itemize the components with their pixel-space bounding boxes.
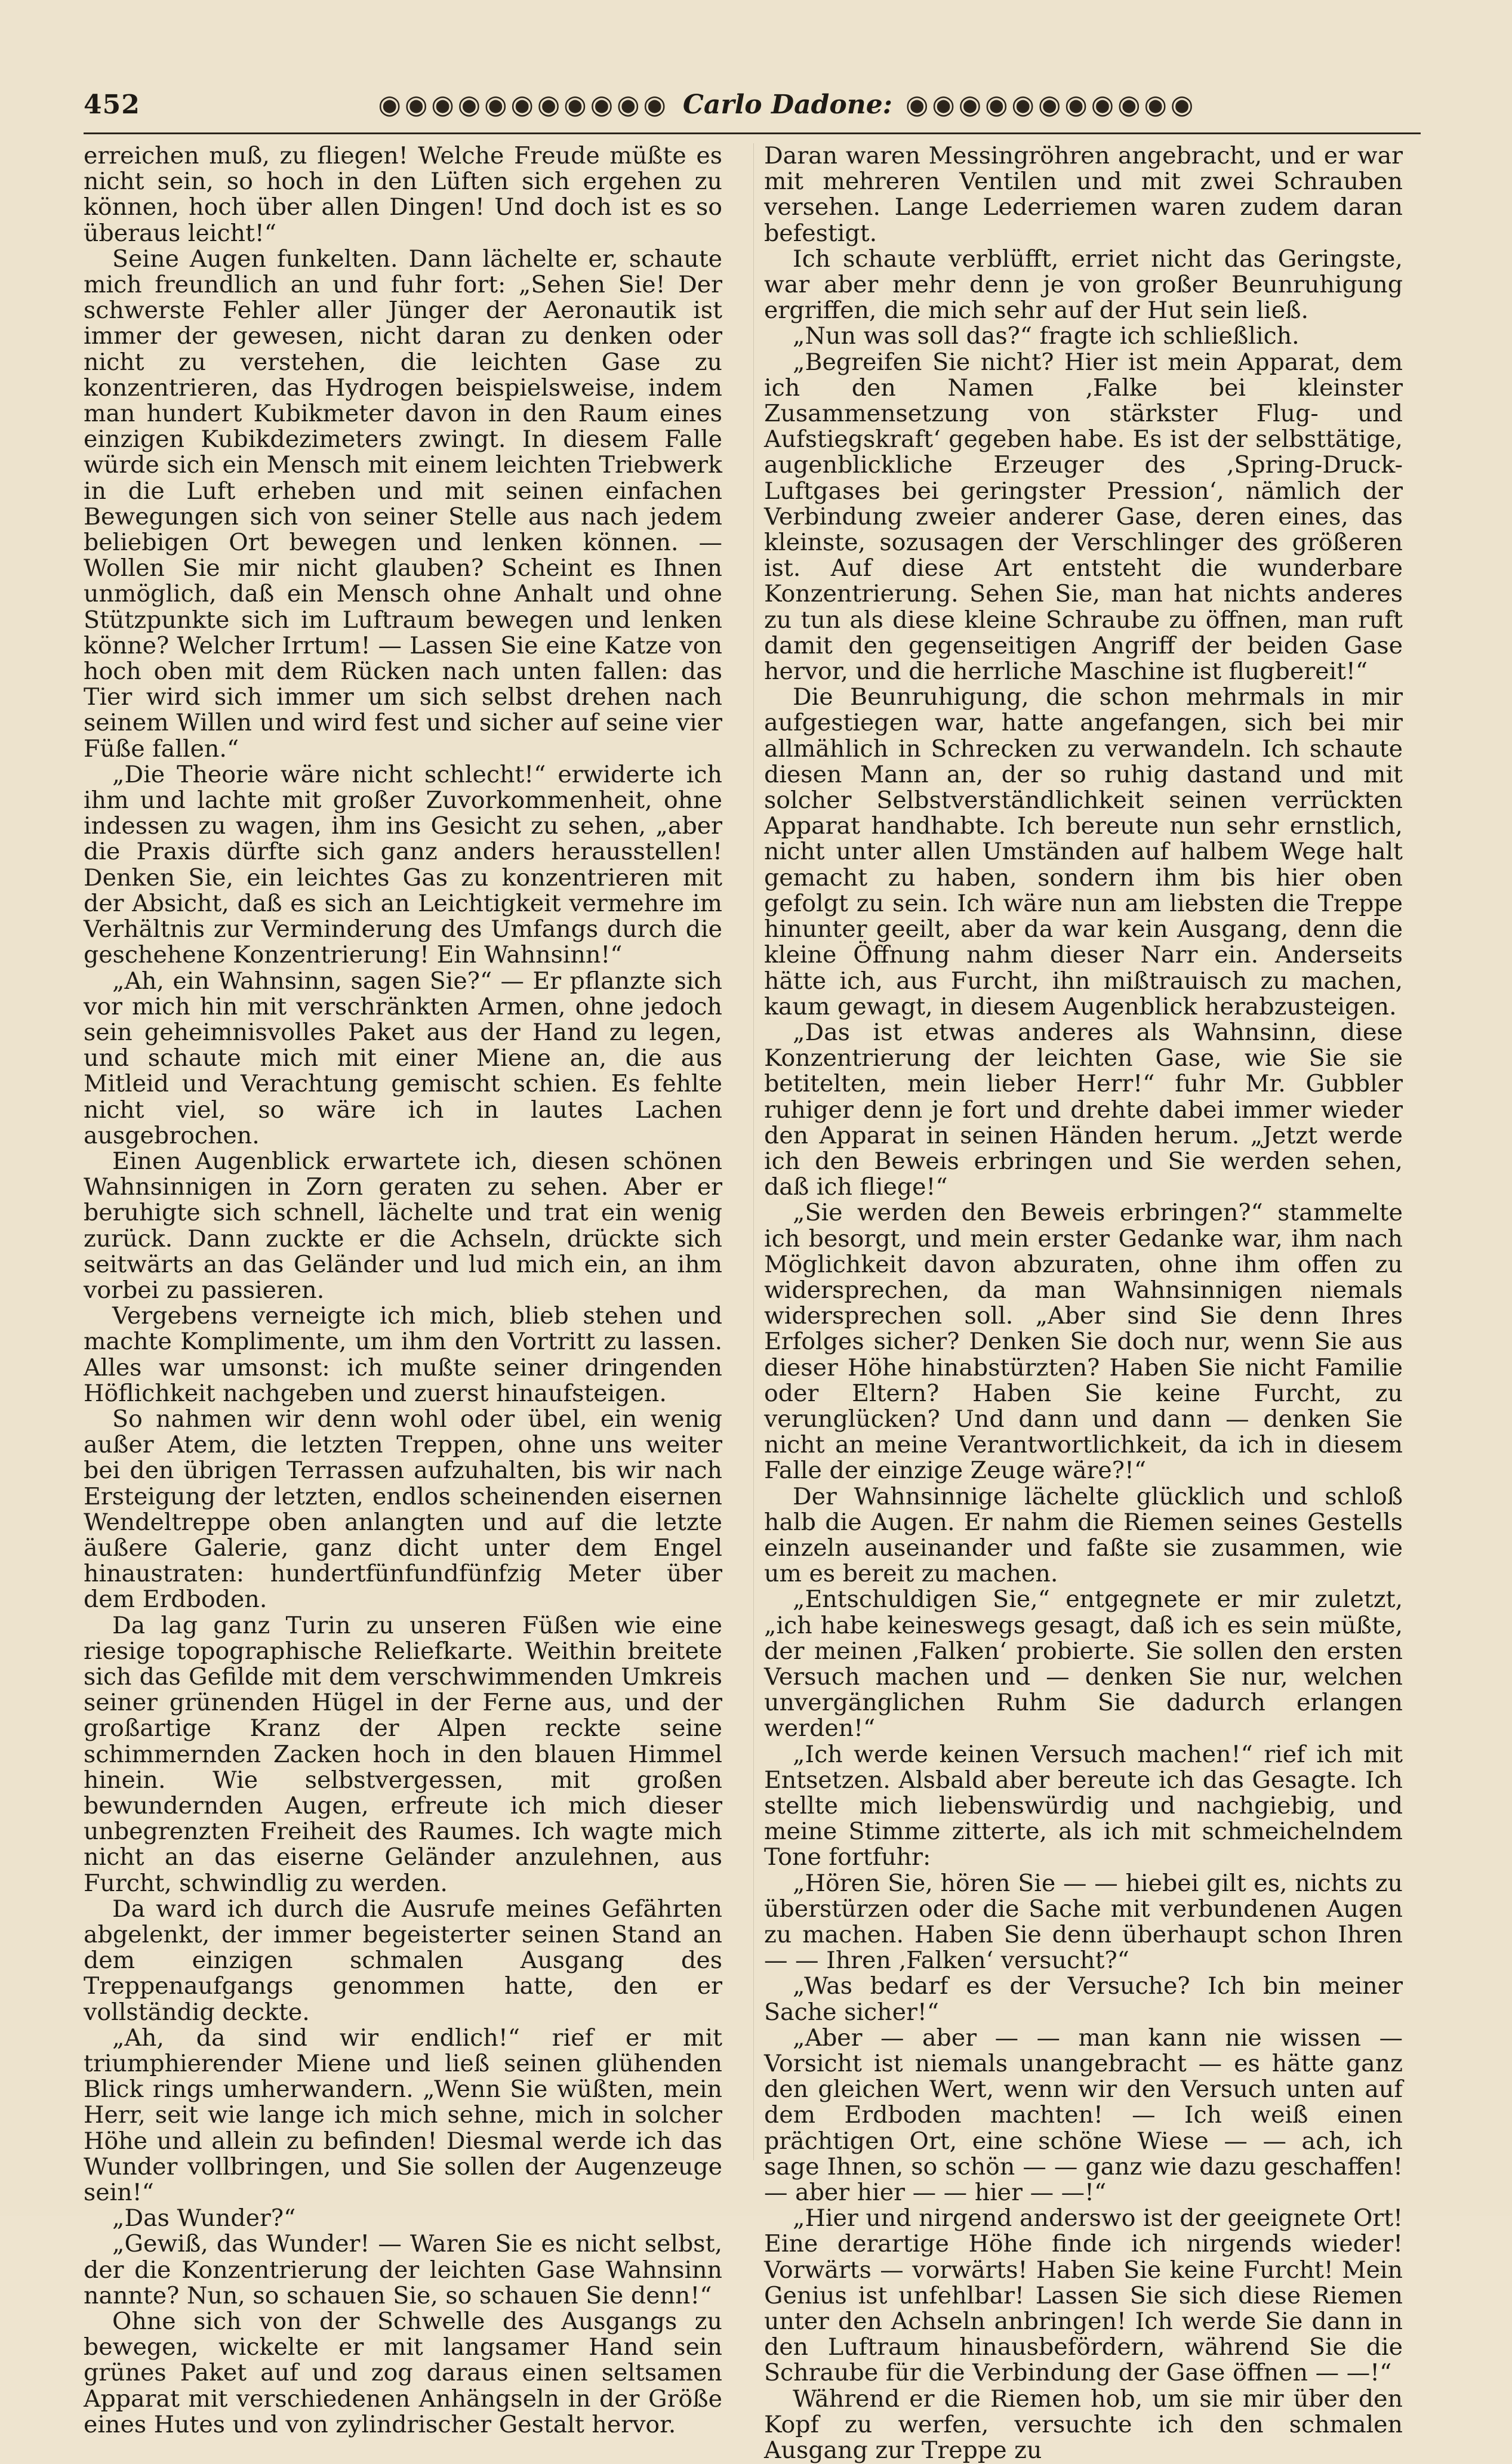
paragraph: Vergebens verneigte ich mich, blieb stehen und machte Komplimente, um ihm den Vortritt zu lassen. Alles war umsonst: ich mußte seiner dringenden Höflichkeit nachgeben und zuerst hinaufsteigen. [84,1302,722,1407]
left-column [84,142,722,2438]
paragraph: „Das Wunder?“ [112,2204,296,2232]
paragraph: „Ich werde keinen Versuch machen!“ rief ich mit Entsetzen. Alsbald aber bereute ich das Gesagte. Ich stellte mich liebenswürdig und nachgiebig, und meine Stimme zitterte, als ich mit schmeichelndem Tone fortfuhr: [764,1740,1403,1871]
paragraph: „Begreifen Sie nicht? Hier ist mein Apparat, dem ich den Namen ‚Falke bei kleinster Zusammensetzung von stärkster Flug- und Aufstiegskraft‘ gegeben habe. Es ist der selbsttätige, augenblickliche Erzeuger des ‚Spring-Druck-Luftgases bei geringster Pression‘, nämlich der Verbindung zweier anderer Gase, deren eines, das kleinste, sozusagen der Verschlinger des größeren ist. Auf diese Art entsteht die wunderbare Konzentrierung. Sehen Sie, man hat nichts anderes zu tun als diese kleine Schraube zu öffnen, man ruft damit den gegenseitigen Angriff der beiden Gase hervor, und die herrliche Maschine ist flugbereit!“ [764,348,1403,686]
page-header [84,78,1421,131]
paragraph: „Sie werden den Beweis erbringen?“ stammelte ich besorgt, und mein erster Gedanke war, ihm nach Möglichkeit davon abzuraten, ohne ihm offen zu widersprechen, da man Wahnsinnigen niemals widersprechen soll. „Aber sind Sie denn Ihres Erfolges sicher? Denken Sie doch nur, wenn Sie aus dieser Höhe hinabstürzten? Haben Sie nicht Familie oder Eltern? Haben Sie keine Furcht, zu verunglücken? Und dann und dann — denken Sie nicht an meine Verantwortlichkeit, da ich in diesem Falle der einzige Zeuge wäre?!“ [764,1199,1403,1485]
paragraph: „Aber — aber — — man kann nie wissen — Vorsicht ist niemals unangebracht — es hätte ganz den gleichen Wert, wenn wir den Versuch unten auf dem Erdboden machten! — Ich weiß einen prächtigen Ort, eine schöne Wiese — — ach, ich sage Ihnen, so schön — — ganz wie dazu geschaffen! — aber hier — — hier — —!“ [764,2024,1403,2207]
right-column [764,142,1403,2464]
paragraph: „Hören Sie, hören Sie — — hiebei gilt es, nichts zu überstürzen oder die Sache mit verbundenen Augen zu machen. Haben Sie denn überhaupt schon Ihren — — Ihren ‚Falken‘ versucht?“ [764,1869,1403,1975]
paragraph: „Ah, ein Wahnsinn, sagen Sie?“ — Er pflanzte sich vor mich hin mit verschränkten Armen, ohne jedoch sein geheimnisvolles Paket aus der Hand zu legen, und schaute mich mit einer Miene an, die aus Mitleid und Verachtung gemischt schien. Es fehlte nicht viel, so wäre ich in lautes Lachen ausgebrochen. [84,967,722,1149]
column-divider [753,143,754,2160]
paragraph: „Was bedarf es der Versuche? Ich bin meiner Sache sicher!“ [764,1972,1403,2026]
paragraph: Daran waren Messingröhren angebracht, und er war mit mehreren Ventilen und mit zwei Schrauben versehen. Lange Lederriemen waren zudem daran befestigt. [764,142,1403,247]
paragraph: „Ah, da sind wir endlich!“ rief er mit triumphierender Miene und ließ seinen glühenden Blick rings umherwandern. „Wenn Sie wüßten, mein Herr, seit wie lange ich mich sehne, mich in solcher Höhe und allein zu befinden! Diesmal werde ich das Wunder vollbringen, und Sie sollen der Augenzeuge sein!“ [84,2024,722,2207]
paragraph: Der Wahnsinnige lächelte glücklich und schloß halb die Augen. Er nahm die Riemen seines Gestells einzeln auseinander und faßte sie zusammen, wie um es bereit zu machen. [764,1482,1403,1588]
paragraph: „Nun was soll das?“ fragte ich schließlich. [793,322,1299,350]
header-rule [84,132,1421,134]
paragraph: Einen Augenblick erwartete ich, diesen schönen Wahnsinnigen in Zorn geraten zu sehen. Aber er beruhigte sich schnell, lächelte und trat ein wenig zurück. Dann zuckte er die Achseln, drückte sich seitwärts an das Geländer und lud mich ein, an ihm vorbei zu passieren. [84,1147,722,1304]
paragraph: „Die Theorie wäre nicht schlecht!“ erwiderte ich ihm und lachte mit großer Zuvorkommenheit, ohne indessen zu wagen, ihm ins Gesicht zu sehen, „aber die Praxis dürfte sich ganz anders herausstellen! Denken Sie, ein leichtes Gas zu konzentrieren mit der Absicht, daß es sich an Leichtigkeit vermehre im Verhältnis zur Verminderung des Umfangs durch die geschehene Konzentrierung! Ein Wahnsinn!“ [84,760,722,969]
paragraph: Während er die Riemen hob, um sie mir über den Kopf zu werfen, versuchte ich den schmalen Ausgang zur Treppe zu [764,2385,1403,2464]
paragraph: „Das ist etwas anderes als Wahnsinn, diese Konzentrierung der leichten Gase, wie Sie sie betitelten, mein lieber Herr!“ fuhr Mr. Gubbler ruhiger denn je fort und drehte dabei immer wieder den Apparat in seinen Händen herum. „Jetzt werde ich den Beweis erbringen und Sie werden sehen, daß ich fliege!“ [764,1018,1403,1201]
paragraph: Ohne sich von der Schwelle des Ausgangs zu bewegen, wickelte er mit langsamer Hand sein grünes Paket auf und zog daraus einen seltsamen Apparat mit verschiedenen Anhängseln in der Größe eines Hutes und von zylindrischer Gestalt hervor. [84,2308,722,2438]
ornament-left: ◉◉◉◉◉◉◉◉◉◉◉ [378,89,670,120]
paragraph: Die Beunruhigung, die schon mehrmals in mir aufgestiegen war, hatte angefangen, sich bei mir allmählich in Schrecken zu verwandeln. Ich schaute diesen Mann an, der so ruhig dastand und mit solcher Selbstverständlichkeit seinen verrückten Apparat handhabte. Ich bereute nun sehr ernstlich, nicht unter allen Umständen auf halbem Wege halt gemacht zu haben, sondern ihm bis hier oben gefolgt zu sein. Ich wäre nun am liebsten die Treppe hinunter geeilt, aber da war kein Ausgang, denn die kleine Öffnung nahm dieser Narr ein. Anderseits hätte ich, aus Furcht, ihn mißtrauisch zu machen, kaum gewagt, in diesem Augenblick herabzusteigen. [764,683,1403,1020]
page-number: 452 [84,89,140,120]
paragraph: Da ward ich durch die Ausrufe meines Gefährten abgelenkt, der immer begeisterter seinen Stand an dem einzigen schmalen Ausgang des Treppenaufgangs genommen hatte, den er vollständig deckte. [84,1895,722,2026]
paragraph: So nahmen wir denn wohl oder übel, ein wenig außer Atem, die letzten Treppen, ohne uns weiter bei den übrigen Terrassen aufzuhalten, bis wir nach Ersteigung der letzten, endlos scheinenden eisernen Wendeltreppe oben anlangten und auf die letzte äußere Galerie, ganz dicht unter dem Engel hinaustraten: hundertfünfundfünfzig Meter über dem Erdboden. [84,1405,722,1614]
paragraph: erreichen muß, zu fliegen! Welche Freude müßte es nicht sein, so hoch in den Lüften sich ergehen zu können, hoch über allen Dingen! Und doch ist es so überaus leicht!“ [84,142,722,247]
paragraph: Ich schaute verblüfft, erriet nicht das Geringste, war aber mehr denn je von großer Beunruhigung ergriffen, die mich sehr auf der Hut sein ließ. [764,245,1403,325]
ornament-right: ◉◉◉◉◉◉◉◉◉◉◉ [905,89,1197,120]
paragraph: „Gewiß, das Wunder! — Waren Sie es nicht selbst, der die Konzentrierung der leichten Gase Wahnsinn nannte? Nun, so schauen Sie, so schauen Sie denn!“ [84,2230,722,2309]
paragraph: „Entschuldigen Sie,“ entgegnete er mir zuletzt, „ich habe keineswegs gesagt, daß ich es sein müßte, der meinen ‚Falken‘ probierte. Sie sollen den ersten Versuch machen und — denken Sie nur, welchen unvergänglichen Ruhm Sie dadurch erlangen werden!“ [764,1586,1403,1743]
paragraph: Seine Augen funkelten. Dann lächelte er, schaute mich freundlich an und fuhr fort: „Sehen Sie! Der schwerste Fehler aller Jünger der Aeronautik ist immer der gewesen, nicht daran zu denken oder nicht zu verstehen, die leichten Gase zu konzentrieren, das Hydrogen beispielsweise, indem man hundert Kubikmeter davon in den Raum eines einzigen Kubikdezimeters zwingt. In diesem Falle würde sich ein Mensch mit einem leichten Triebwerk in die Luft erheben und mit seinen einfachen Bewegungen sich von seiner Stelle aus nach jedem beliebigen Ort bewegen und lenken können. — Wollen Sie mir nicht glauben? Scheint es Ihnen unmöglich, daß ein Mensch ohne Anhalt und ohne Stützpunkte sich im Luftraum bewegen und lenken könne? Welcher Irrtum! — Lassen Sie eine Katze von hoch oben mit dem Rücken nach unten fallen: das Tier wird sich immer um sich selbst drehen nach seinem Willen und wird fest und sicher auf seine vier Füße fallen.“ [84,245,722,763]
paragraph: Da lag ganz Turin zu unseren Füßen wie eine riesige topographische Reliefkarte. Weithin breitete sich das Gefilde mit dem verschwimmenden Umkreis seiner grünenden Hügel in der Ferne aus, und der großartige Kranz der Alpen reckte seine schimmernden Zacken hoch in den blauen Himmel hinein. Wie selbstvergessen, mit großen bewundernden Augen, erfreute ich mich dieser unbegrenzten Freiheit des Raumes. Ich wagte mich nicht an das eiserne Geländer anzulehnen, aus Furcht, schwindlig zu werden. [84,1611,722,1897]
paragraph: „Hier und nirgend anderswo ist der geeignete Ort! Eine derartige Höhe finde ich nirgends wieder! Vorwärts — vorwärts! Haben Sie keine Furcht! Mein Genius ist unfehlbar! Lassen Sie sich diese Riemen unter den Achseln anbringen! Ich werde Sie dann in den Luftraum hinausbefördern, während Sie die Schraube für die Verbindung der Gase öffnen — —!“ [764,2204,1403,2387]
running-head: Carlo Dadone: [682,89,892,120]
